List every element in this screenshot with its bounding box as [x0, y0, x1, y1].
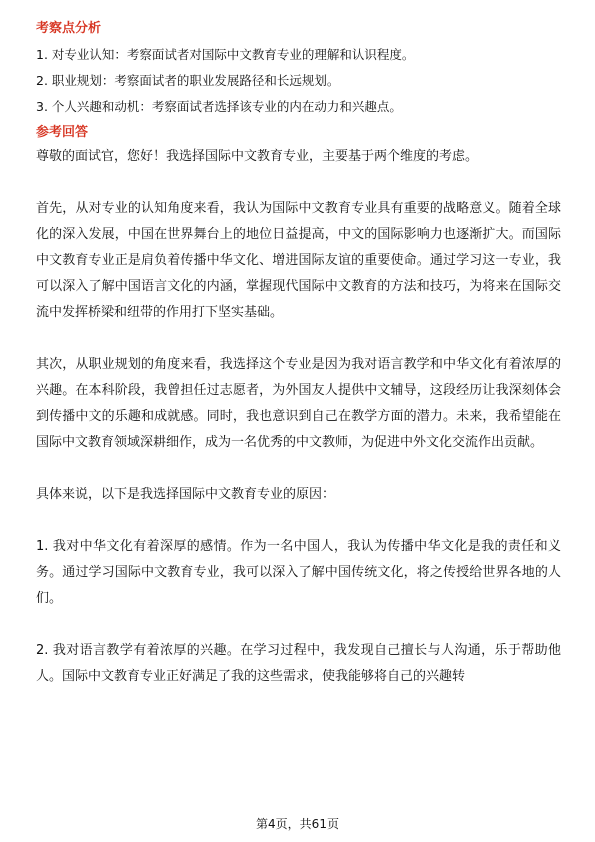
- answer-heading: 参考回答: [36, 125, 89, 140]
- analysis-heading: 考察点分析: [36, 21, 102, 36]
- answer-paragraph: 2. 我对语言教学有着浓厚的兴趣。在学习过程中，我发现自己擅长与人沟通，乐于帮助他人。国际中文教育专业正好满足了我的这些需求，使我能够将自己的兴趣转: [36, 643, 561, 684]
- answer-paragraph: 具体来说，以下是我选择国际中文教育专业的原因：: [36, 487, 336, 502]
- page-number: 第4页，共61页: [256, 817, 339, 831]
- analysis-point: 1. 对专业认知：考察面试者对国际中文教育专业的理解和认识程度。: [36, 47, 415, 62]
- page-content: [36, 20, 561, 716]
- analysis-point: 2. 职业规划：考察面试者的职业发展路径和长远规划。: [36, 73, 340, 88]
- analysis-points: [36, 46, 561, 116]
- answer-paragraph: 其次，从职业规划的角度来看，我选择这个专业是因为我对语言教学和中华文化有着浓厚的兴趣。在本科阶段，我曾担任过志愿者，为外国友人提供中文辅导，这段经历让我深刻体会到传播中文的乐趣和成就感。同时，我也意识到自己在教学方面的潜力。未来，我希望能在国际中文教育领域深耕细作，成为一名优秀的中文教师，为促进中外文化交流作出贡献。: [36, 357, 561, 450]
- answer-paragraph: 1. 我对中华文化有着深厚的感情。作为一名中国人，我认为传播中华文化是我的责任和义务。通过学习国际中文教育专业，我可以深入了解中国传统文化，将之传授给世界各地的人们。: [36, 539, 561, 606]
- answer-section: [36, 124, 561, 690]
- analysis-section: [36, 20, 561, 116]
- answer-paragraph: 尊敬的面试官，您好！我选择国际中文教育专业，主要基于两个维度的考虑。: [36, 149, 479, 164]
- answer-paragraph: 首先，从对专业的认知角度来看，我认为国际中文教育专业具有重要的战略意义。随着全球化的深入发展，中国在世界舞台上的地位日益提高，中文的国际影响力也逐渐扩大。而国际中文教育专业正是肩负着传播中华文化、增进国际友谊的重要使命。通过学习这一专业，我可以深入了解中国语言文化的内涵，掌握现代国际中文教育的方法和技巧，为将来在国际交流中发挥桥梁和纽带的作用打下坚实基础。: [36, 201, 561, 320]
- analysis-point: 3. 个人兴趣和动机：考察面试者选择该专业的内在动力和兴趣点。: [36, 99, 402, 114]
